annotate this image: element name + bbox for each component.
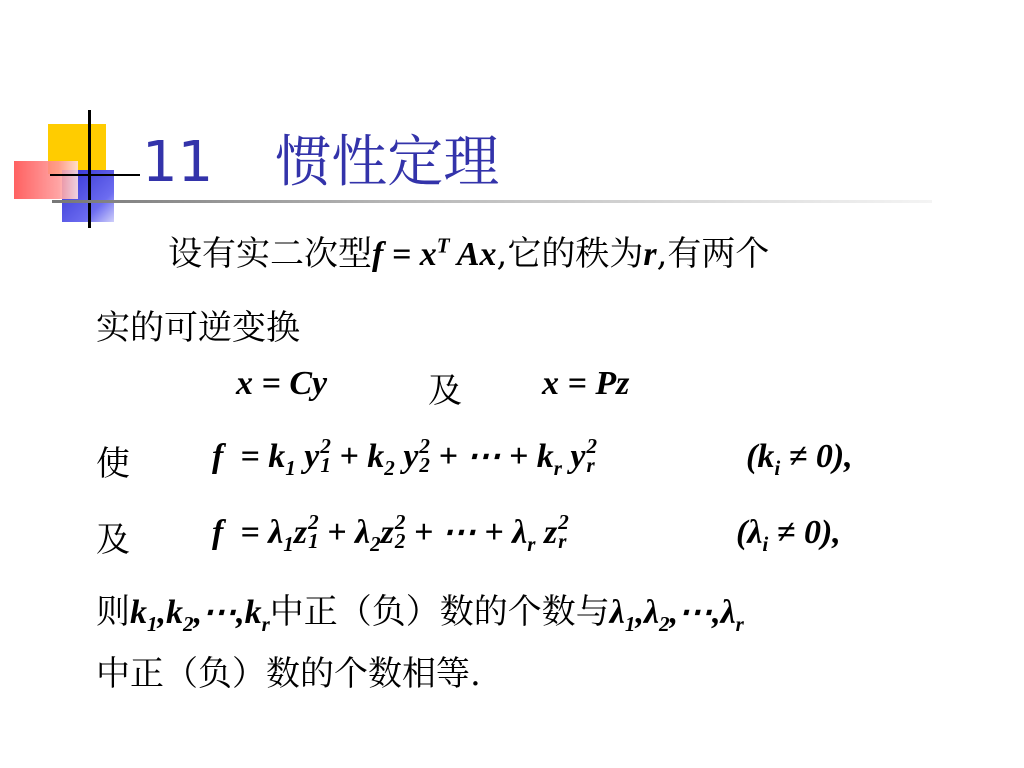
text-segment: 则: [96, 592, 130, 632]
conclusion-line-1: [96, 584, 744, 637]
formula-standard-form-1: $f = k_1$ y 2 1 + $k_2$ y 2 2 + ⋯ + $k_r$ y 2 r: [212, 434, 598, 480]
text-segment: ,有两个: [656, 234, 770, 274]
decor-vertical-line: [88, 110, 91, 228]
formula-transform-1: x = Cy: [236, 365, 328, 402]
decor-short-line: [50, 174, 140, 176]
formula-rank: r: [643, 236, 657, 273]
title-underline: [52, 200, 932, 203]
transform-line: [236, 363, 327, 403]
formula-k-list: $k_1,k_2,\cdots,k_r$: [130, 594, 270, 636]
formula-transform-2: x = Pz: [542, 365, 630, 402]
formula-lambda-list: $\lambda_1,\lambda_2,\cdots,\lambda_r$: [609, 594, 744, 636]
text-segment: 中正（负）数的个数与: [269, 592, 610, 632]
slide-title: [142, 118, 499, 198]
formula-standard-form-2: $f = \lambda_1z$ 2 1 + $\lambda_2z$ 2 2 + ⋯ + $\lambda_r$ z 2 r: [212, 510, 569, 556]
and-word: 及: [428, 371, 462, 411]
statement-line-2: 实的可逆变换: [96, 308, 300, 348]
decor-red-bar: [14, 161, 78, 199]
conclusion-line-2: 中正（负）数的个数相等.: [96, 654, 481, 694]
text-segment: 设有实二次型: [168, 234, 372, 274]
formula-condition-2: $(\lambda_i \ne 0)$,: [736, 514, 841, 556]
title-text: 惯性定理: [275, 130, 500, 195]
and-word-2: 及: [96, 520, 130, 560]
formula-quadratic-form: $f = x^T$ Ax: [372, 233, 497, 273]
text-segment: ,它的秩为: [496, 234, 644, 274]
transform-2-line: [542, 363, 629, 403]
section-number: 11: [142, 130, 214, 195]
make-word: 使: [96, 444, 130, 484]
formula-condition-1: $(k_i \ne 0)$,: [746, 438, 853, 480]
statement-line-1: [168, 226, 769, 275]
